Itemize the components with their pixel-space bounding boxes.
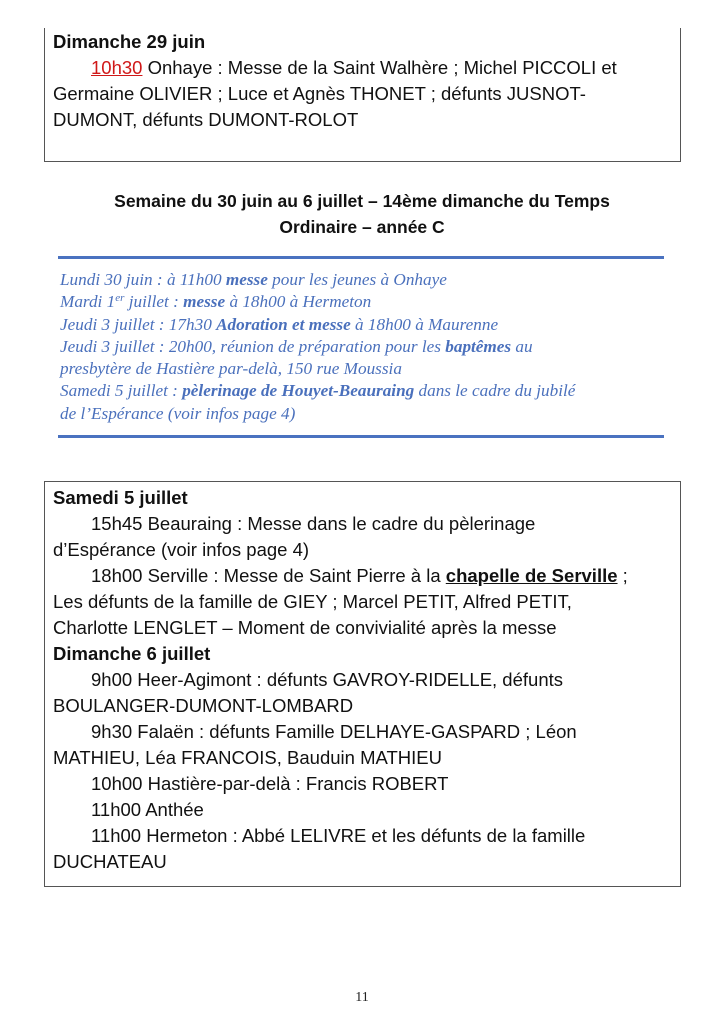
- announcements-list: [60, 269, 666, 425]
- mass-entry-line: DUCHATEAU: [53, 851, 167, 872]
- announcement-item: Jeudi 3 juillet : 17h30 Adoration et messe à 18h00 à Maurenne: [60, 314, 499, 334]
- mass-entry-line: Les défunts de la famille de GIEY ; Marcel PETIT, Alfred PETIT,: [53, 591, 572, 612]
- announcement-item: Jeudi 3 juillet : 20h00, réunion de préparation pour les baptêmes au: [60, 336, 533, 356]
- mass-time-highlight: 10h30: [91, 57, 143, 78]
- mass-entry: 10h00 Hastière-par-delà : Francis ROBERT: [91, 773, 449, 794]
- announcement-item: Mardi 1er juillet : messe à 18h00 à Hermeton: [60, 292, 372, 312]
- mass-entry: 11h00 Anthée: [91, 799, 204, 820]
- divider-rule: [58, 435, 664, 438]
- announcement-item-continuation: presbytère de Hastière par-delà, 150 rue Moussia: [60, 359, 402, 379]
- chapel-link[interactable]: chapelle de Serville: [445, 565, 618, 586]
- schedule-box-june-29: [44, 28, 681, 162]
- mass-entry-line: d’Espérance (voir infos page 4): [53, 539, 310, 560]
- mass-entry: 15h45 Beauraing : Messe dans le cadre du pèlerinage: [91, 513, 536, 534]
- day-heading: Samedi 5 juillet: [53, 487, 188, 508]
- mass-entry-line: Charlotte LENGLET – Moment de convivialité après la messe: [53, 617, 557, 638]
- week-title: [60, 188, 664, 240]
- mass-entry: 9h00 Heer-Agimont : défunts GAVROY-RIDELLE, défunts: [91, 669, 563, 690]
- announcement-item: Lundi 30 juin : à 11h00 messe pour les jeunes à Onhaye: [60, 270, 447, 289]
- page-number: 11: [355, 990, 369, 1005]
- announcement-item: Samedi 5 juillet : pèlerinage de Houyet-Beauraing dans le cadre du jubilé: [60, 381, 576, 401]
- day-heading: Dimanche 29 juin: [53, 31, 206, 52]
- divider-rule: [58, 256, 664, 259]
- day-heading: Dimanche 6 juillet: [53, 643, 211, 664]
- mass-entry-line: DUMONT, défunts DUMONT-ROLOT: [53, 109, 359, 130]
- announcement-item-continuation: de l’Espérance (voir infos page 4): [60, 403, 296, 423]
- schedule-box-july-5-6: [44, 481, 681, 887]
- mass-entry-line: MATHIEU, Léa FRANCOIS, Bauduin MATHIEU: [53, 747, 442, 768]
- mass-entry-line: Germaine OLIVIER ; Luce et Agnès THONET ; défunts JUSNOT-: [53, 83, 586, 104]
- mass-entry-line: BOULANGER-DUMONT-LOMBARD: [53, 695, 354, 716]
- mass-entry-text: Onhaye : Messe de la Saint Walhère ; Michel PICCOLI et: [142, 57, 617, 78]
- mass-entry: 11h00 Hermeton : Abbé LELIVRE et les défunts de la famille: [91, 825, 586, 846]
- mass-entry: 9h30 Falaën : défunts Famille DELHAYE-GASPARD ; Léon: [91, 721, 577, 742]
- week-title-line: Ordinaire – année C: [279, 217, 445, 237]
- week-title-line: Semaine du 30 juin au 6 juillet – 14ème dimanche du Temps: [114, 191, 610, 211]
- mass-entry: 18h00 Serville : Messe de Saint Pierre à la chapelle de Serville ;: [91, 565, 628, 586]
- mass-entry: [53, 55, 672, 81]
